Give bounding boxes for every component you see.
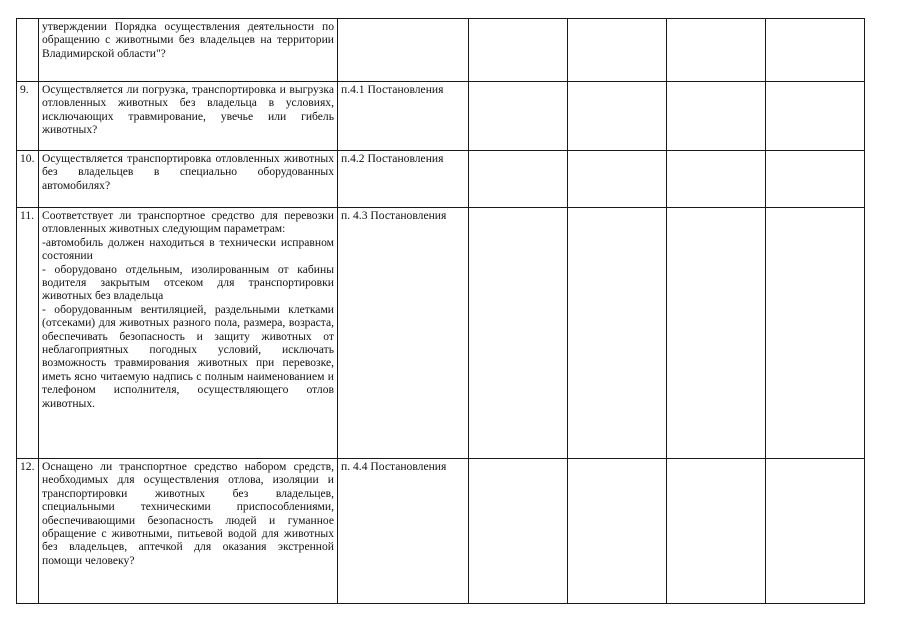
answer-cell	[667, 208, 766, 459]
row-number: 10.	[17, 151, 39, 208]
answer-cell	[667, 151, 766, 208]
answer-cell	[667, 19, 766, 82]
answer-cell	[469, 82, 568, 151]
answer-cell	[766, 151, 865, 208]
answer-cell	[469, 208, 568, 459]
question-text: Осуществляется ли погрузка, транспортировка и выгрузка отловленных животных без владельца в условиях, исключающих травмирование, увечье или гибель животных?	[39, 82, 338, 151]
row-number: 11.	[17, 208, 39, 459]
answer-cell	[469, 19, 568, 82]
checklist-table	[16, 18, 865, 604]
reference-text: п.4.1 Постановления	[338, 82, 469, 151]
reference-text: п. 4.4 Постановления	[338, 459, 469, 604]
table-row	[17, 19, 865, 82]
table-row	[17, 459, 865, 604]
question-line: - оборудованным вентиляцией, раздельными клетками (отсеками) для животных разного пола, размера, возраста, обеспечивать безопасность и защиту животных от неблагоприятных погодных условий, исключать возможность травмирования животных при перевозке, иметь ясно читаемую надпись с полным наименованием и телефоном исполнителя, осуществляющего отлов животных.	[42, 302, 334, 410]
answer-cell	[766, 459, 865, 604]
answer-cell	[766, 82, 865, 151]
question-text: утверждении Порядка осуществления деятельности по обращению с животными без владельцев на территории Владимирской области"?	[39, 19, 338, 82]
table-row	[17, 151, 865, 208]
reference-text: п.4.2 Постановления	[338, 151, 469, 208]
question-line: -автомобиль должен находиться в технически исправном состоянии	[42, 235, 334, 263]
answer-cell	[766, 19, 865, 82]
row-number: 12.	[17, 459, 39, 604]
answer-cell	[667, 82, 766, 151]
question-text: Осуществляется транспортировка отловленных животных без владельцев в специально оборудованных автомобилях?	[39, 151, 338, 208]
row-number: 9.	[17, 82, 39, 151]
reference-text: п. 4.3 Постановления	[338, 208, 469, 459]
question-text	[39, 208, 338, 459]
table-row	[17, 208, 865, 459]
question-line: - оборудовано отдельным, изолированным от кабины водителя закрытым отсеком для транспортировки животных без владельца	[42, 262, 334, 303]
answer-cell	[667, 459, 766, 604]
answer-cell	[766, 208, 865, 459]
table-row	[17, 82, 865, 151]
answer-cell	[469, 151, 568, 208]
answer-cell	[568, 19, 667, 82]
answer-cell	[568, 208, 667, 459]
question-text: Оснащено ли транспортное средство набором средств, необходимых для осуществления отлова, изоляции и транспортировки животных без владельцев, специальными техническими приспособлениями, обеспечивающими безопасность людей и гуманное обращение с животными, питьевой водой для животных без владельцев, аптечкой для оказания экстренной помощи человеку?	[39, 459, 338, 604]
row-number	[17, 19, 39, 82]
answer-cell	[568, 151, 667, 208]
answer-cell	[469, 459, 568, 604]
reference-text	[338, 19, 469, 82]
answer-cell	[568, 82, 667, 151]
question-line: Соответствует ли транспортное средство для перевозки отловленных животных следующим параметрам:	[42, 209, 334, 236]
answer-cell	[568, 459, 667, 604]
